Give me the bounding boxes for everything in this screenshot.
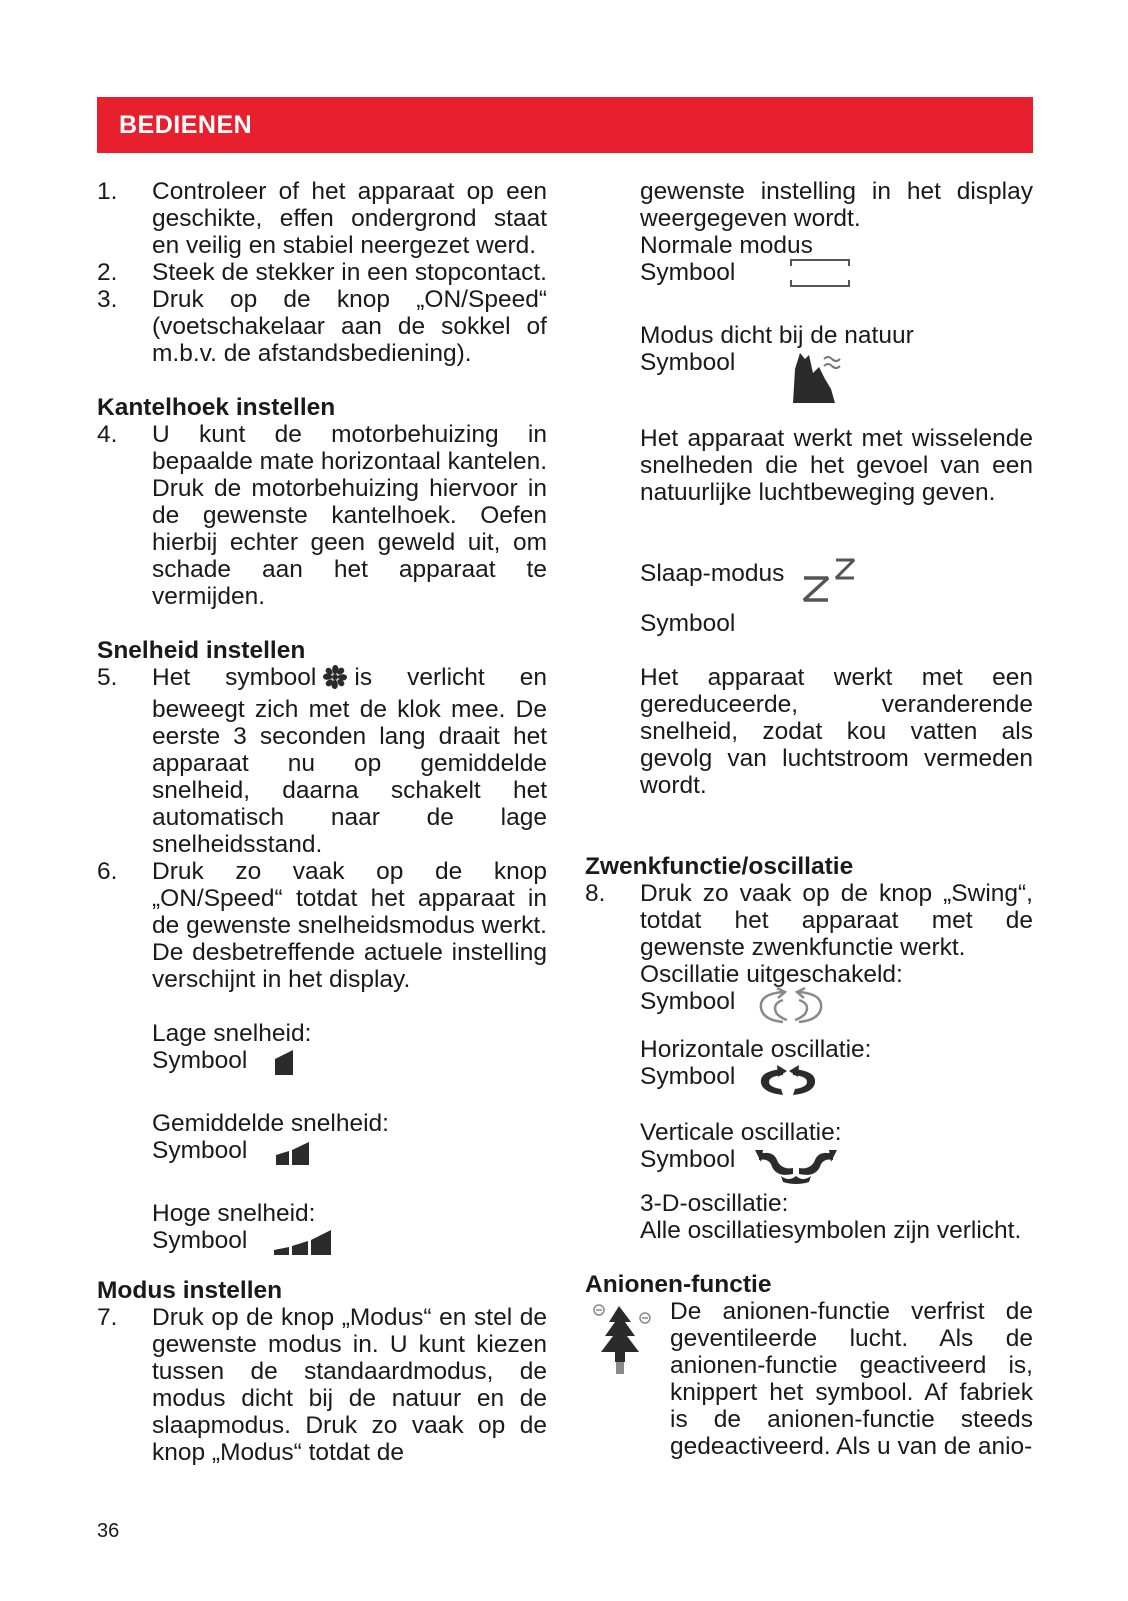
step-number: 3. [97, 286, 118, 313]
sleep-mode-description: Het apparaat werkt met een gereduceerde, veranderende snelheid, zodat kou vatten als gevolg van luchtstroom vermeden wordt. [640, 664, 1033, 799]
step-number: 8. [585, 880, 606, 907]
speed-high-block [97, 1200, 547, 1263]
oscillation-vertical-label: Verticale oscillatie: [640, 1119, 842, 1146]
step-text: U kunt de motorbehuizing in bepaalde mate horizontaal kantelen. Druk de motorbehuizing hiervoor in de gewenste kantelhoek. Oefen hierbij echter geen geweld uit, om schade aan het apparaat te vermijden. [152, 421, 548, 610]
step-number: 6. [97, 858, 118, 885]
oscillation-3d-label: 3-D-oscillatie: [640, 1190, 789, 1217]
step-text: Controleer of het apparaat op een geschikte, effen ondergrond staat en veilig en stabiel neergezet werd. [152, 178, 547, 259]
step-6 [97, 858, 547, 993]
step-number: 2. [97, 259, 118, 286]
section-banner [97, 97, 1033, 153]
oscillation-horizontal-block [585, 1036, 1033, 1105]
symbol-label: Symbool [640, 1146, 736, 1173]
speed-low-label: Lage snelheid: [152, 1020, 312, 1047]
step-7 [97, 1304, 547, 1466]
heading-kantelhoek: Kantelhoek instellen [97, 394, 336, 421]
step-number: 7. [97, 1304, 118, 1331]
section-title: BEDIENEN [119, 111, 253, 139]
heading-anionen: Anionen-functie [585, 1271, 772, 1298]
oscillation-off-label: Oscillatie uitgeschakeld: [640, 961, 903, 988]
step-text: Steek de stekker in een stopcontact. [152, 259, 547, 286]
step-2 [97, 259, 547, 286]
step-text: Druk zo vaak op de knop „Swing“, totdat het apparaat met de gewenste zwenkfunctie werkt. [640, 880, 1033, 961]
anion-tree-icon [589, 1300, 653, 1386]
sleep-mode-block [585, 560, 1033, 637]
step-5 [97, 664, 547, 858]
step-number: 4. [97, 421, 118, 448]
step-number: 1. [97, 178, 118, 205]
speed-mid-label: Gemiddelde snelheid: [152, 1110, 389, 1137]
nature-mode-block [585, 322, 1033, 411]
oscillation-3d-block [585, 1190, 1033, 1244]
normal-mode-label: Normale modus [640, 232, 813, 259]
oscillation-off-icon [753, 984, 829, 1036]
page-number: 36 [97, 1520, 120, 1542]
sleep-mode-icon [798, 556, 858, 610]
step-3 [97, 286, 547, 367]
step-number: 5. [97, 664, 118, 691]
oscillation-horizontal-icon [755, 1063, 821, 1105]
nature-mode-icon [791, 349, 843, 411]
step-text-part: Het symbool [152, 664, 317, 691]
oscillation-3d-description: Alle oscillatiesymbolen zijn verlicht. [640, 1217, 1022, 1244]
sleep-mode-label: Slaap-modus [640, 560, 785, 587]
heading-snelheid: Snelheid instellen [97, 637, 306, 664]
right-column [585, 178, 1033, 1460]
symbol-label: Symbool [152, 1227, 248, 1254]
symbol-label: Symbool [640, 610, 736, 637]
speed-high-label: Hoge snelheid: [152, 1200, 316, 1227]
heading-zwenkfunctie: Zwenkfunctie/oscillatie [585, 853, 854, 880]
step-8 [585, 880, 1033, 961]
step-text: Druk op de knop „Modus“ en stel de gewenste modus in. U kunt kiezen tussen de standaardmodus, de modus dicht bij de natuur en de slaapmodus. Druk zo vaak op de knop „Modus“ totdat de [152, 1304, 547, 1466]
oscillation-horizontal-label: Horizontale oscillatie: [640, 1036, 872, 1063]
speed-mid-icon [273, 1137, 313, 1173]
step-4 [97, 421, 547, 610]
nature-mode-label: Modus dicht bij de natuur [640, 322, 914, 349]
anion-block [585, 1298, 1033, 1460]
step-1 [97, 178, 547, 259]
symbol-label: Symbool [640, 259, 736, 286]
step-7-continued: gewenste instelling in het display weergegeven wordt. [640, 178, 1033, 232]
symbol-label: Symbool [152, 1047, 248, 1074]
symbol-label: Symbool [152, 1137, 248, 1164]
left-column [97, 178, 547, 1466]
fan-icon [322, 664, 348, 696]
symbol-label: Symbool [640, 349, 736, 376]
symbol-label: Symbool [640, 1063, 736, 1090]
step-text [152, 664, 547, 858]
speed-high-icon [273, 1227, 333, 1263]
step-text: Druk zo vaak op de knop „ON/Speed“ totdat het apparaat in de gewenste snelheidsmodus werkt. De desbetreffende actuele instelling verschijnt in het display. [152, 858, 547, 993]
oscillation-vertical-block [585, 1119, 1033, 1190]
symbol-label: Symbool [640, 988, 736, 1015]
speed-mid-block [97, 1110, 547, 1173]
step-text: Druk op de knop „ON/Speed“ (voetschakelaar aan de sokkel of m.b.v. de afstandsbediening). [152, 286, 547, 367]
oscillation-off-block [585, 961, 1033, 1036]
normal-mode-icon [789, 257, 851, 295]
anion-text: De anionen-functie verfrist de geventileerde lucht. Als de anionen-functie geactiveerd is, knippert het symbool. Af fabriek is de anionen-functie steeds gedeactiveerd. Als u van de anio- [670, 1298, 1033, 1460]
oscillation-vertical-icon [753, 1148, 839, 1190]
step-text-part: is verlicht en beweegt zich met de klok mee. De eerste 3 seconden lang draait het apparaat nu op gemiddelde snelheid, daarna schakelt het automatisch naar de lage snelheidsstand. [152, 664, 547, 858]
speed-low-icon [273, 1047, 297, 1083]
heading-modus: Modus instellen [97, 1277, 283, 1304]
speed-low-block [97, 1020, 547, 1083]
nature-mode-description: Het apparaat werkt met wisselende snelheden die het gevoel van een natuurlijke luchtbeweging geven. [640, 425, 1033, 506]
normal-mode-block [585, 232, 1033, 295]
